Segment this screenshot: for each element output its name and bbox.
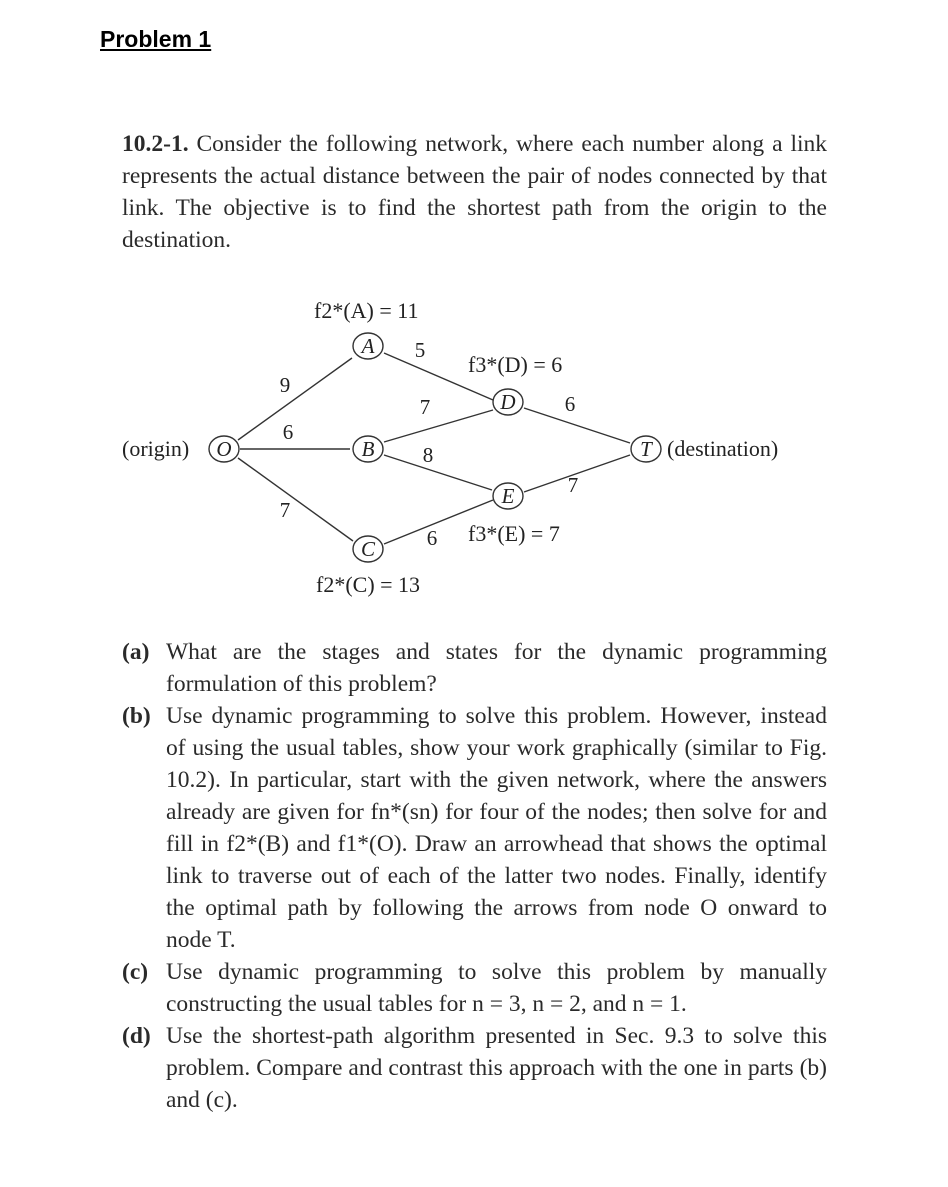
distance-A-D: 5 [414, 338, 426, 362]
part-b-text: Use dynamic programming to solve this problem. However, instead of using the usual tables, show your work graphically (similar to Fig. 10.2). In particular, start with the given network, where the answers already are given for fn*(sn) for four of the nodes; then solve for and fill in f2*(B) and f1*(O). Draw an arrowhead that shows the optimal link to traverse out of each of the latter two nodes. Finally, identify the optimal path by following the arrows from node O onward to node T. [166, 703, 827, 953]
distance-O-A: 9 [279, 373, 291, 397]
stage-values [314, 298, 562, 597]
part-c [122, 956, 827, 1020]
part-b [122, 700, 827, 956]
part-a-label: (a) [122, 639, 150, 665]
distance-O-B: 6 [282, 420, 294, 444]
value-E: f3*(E) = 7 [468, 521, 560, 546]
link-D-T [524, 408, 630, 443]
link-B-E [384, 455, 492, 490]
problem-heading: Problem 1 [100, 26, 212, 52]
part-d-label: (d) [122, 1023, 151, 1049]
part-d [122, 1020, 827, 1116]
node-C-label: C [360, 537, 376, 561]
link-O-C [238, 458, 353, 541]
destination-caption: (destination) [667, 436, 779, 461]
network-links [238, 353, 630, 544]
question-parts [122, 636, 827, 1116]
part-c-text: Use dynamic programming to solve this problem by manually constructing the usual tables for n = 3, n = 2, and n = 1. [166, 959, 827, 1017]
part-a-text: What are the stages and states for the dynamic programming formulation of this problem? [166, 639, 827, 697]
value-C: f2*(C) = 13 [316, 572, 421, 597]
node-D-label: D [500, 390, 516, 414]
link-O-A [238, 358, 352, 440]
problem-number: 10.2-1. [122, 131, 189, 157]
distance-O-C: 7 [279, 498, 291, 522]
origin-caption: (origin) [122, 436, 190, 461]
node-A-label: A [361, 334, 375, 358]
node-B-label: B [361, 437, 375, 461]
distance-B-D: 7 [419, 395, 431, 419]
problem-text: Consider the following network, where each number along a link represents the actual distance between the pair of nodes connected by that link. The objective is to find the shortest path from the origin to the destination. [122, 131, 828, 253]
value-A: f2*(A) = 11 [314, 298, 419, 323]
value-D: f3*(D) = 6 [468, 352, 563, 377]
distance-B-E: 8 [422, 443, 434, 467]
distance-D-T: 6 [564, 392, 576, 416]
part-b-label: (b) [122, 703, 151, 729]
node-T-label: T [640, 437, 652, 461]
node-O-label: O [216, 437, 232, 461]
distance-E-T: 7 [567, 473, 579, 497]
part-c-label: (c) [122, 959, 149, 985]
part-d-text: Use the shortest-path algorithm presented in Sec. 9.3 to solve this problem. Compare and contrast this approach with the one in parts (b) and (c). [166, 1023, 827, 1113]
distance-C-E: 6 [426, 526, 438, 550]
link-B-D [384, 410, 493, 442]
node-E-label: E [501, 484, 515, 508]
part-a [122, 636, 827, 700]
